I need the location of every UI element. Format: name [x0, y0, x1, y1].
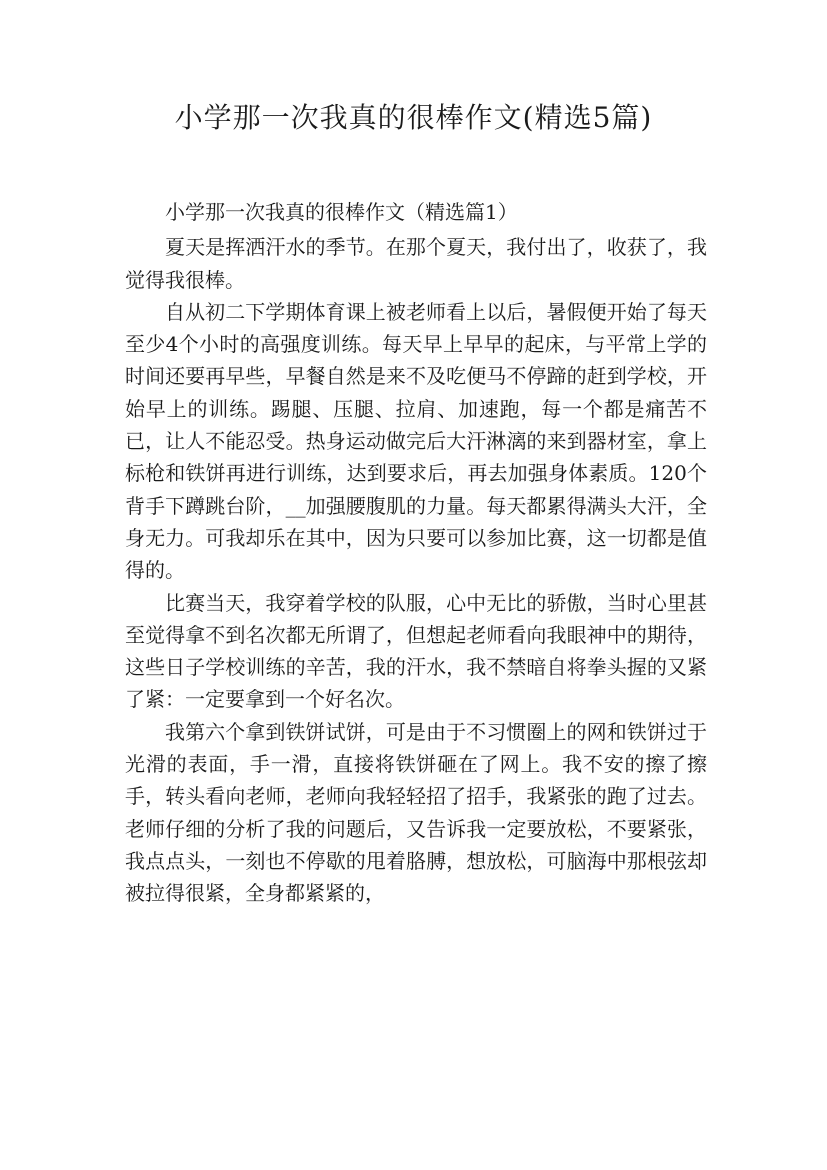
paragraph-2: 自从初二下学期体育课上被老师看上以后，暑假便开始了每天至少4个小时的高强度训练。每天早上早早的起床，与平常上学的时间还要再早些，早餐自然是来不及吃便马不停蹄的赶到学校，开始早上的训练。踢腿、压腿、拉肩、加速跑，每一个都是痛苦不已，让人不能忍受。热身运动做完后大汗淋漓的来到器材室，拿上标枪和铁饼再进行训练，达到要求后，再去加强身体素质。120个背手下蹲跳台阶，__加强腰腹肌的力量。每天都累得满头大汗，全身无力。可我却乐在其中，因为只要可以参加比赛，这一切都是值得的。: [125, 299, 707, 583]
paragraph-3: 比赛当天，我穿着学校的队服，心中无比的骄傲，当时心里甚至觉得拿不到名次都无所谓了，但想起老师看向我眼神中的期待，这些日子学校训练的辛苦，我的汗水，我不禁暗自将拳头握的又紧了紧：一定要拿到一个好名次。: [125, 590, 707, 712]
paragraph-1: 夏天是挥洒汗水的季节。在那个夏天，我付出了，收获了，我觉得我很棒。: [125, 235, 707, 292]
document-title: 小学那一次我真的很棒作文(精选5篇): [174, 101, 653, 134]
paragraph-4: 我第六个拿到铁饼试饼，可是由于不习惯圈上的网和铁饼过于光滑的表面，手一滑，直接将铁饼砸在了网上。我不安的擦了擦手，转头看向老师，老师向我轻轻招了招手，我紧张的跑了过去。老师仔细的分析了我的问题后，又告诉我一定要放松，不要紧张，我点点头，一刻也不停歇的甩着胳膊，想放松，可脑海中那根弦却被拉得很紧，全身都紧紧的，: [125, 719, 707, 906]
section-heading: 小学那一次我真的很棒作文（精选篇1）: [165, 200, 518, 224]
document-body: [125, 196, 707, 910]
